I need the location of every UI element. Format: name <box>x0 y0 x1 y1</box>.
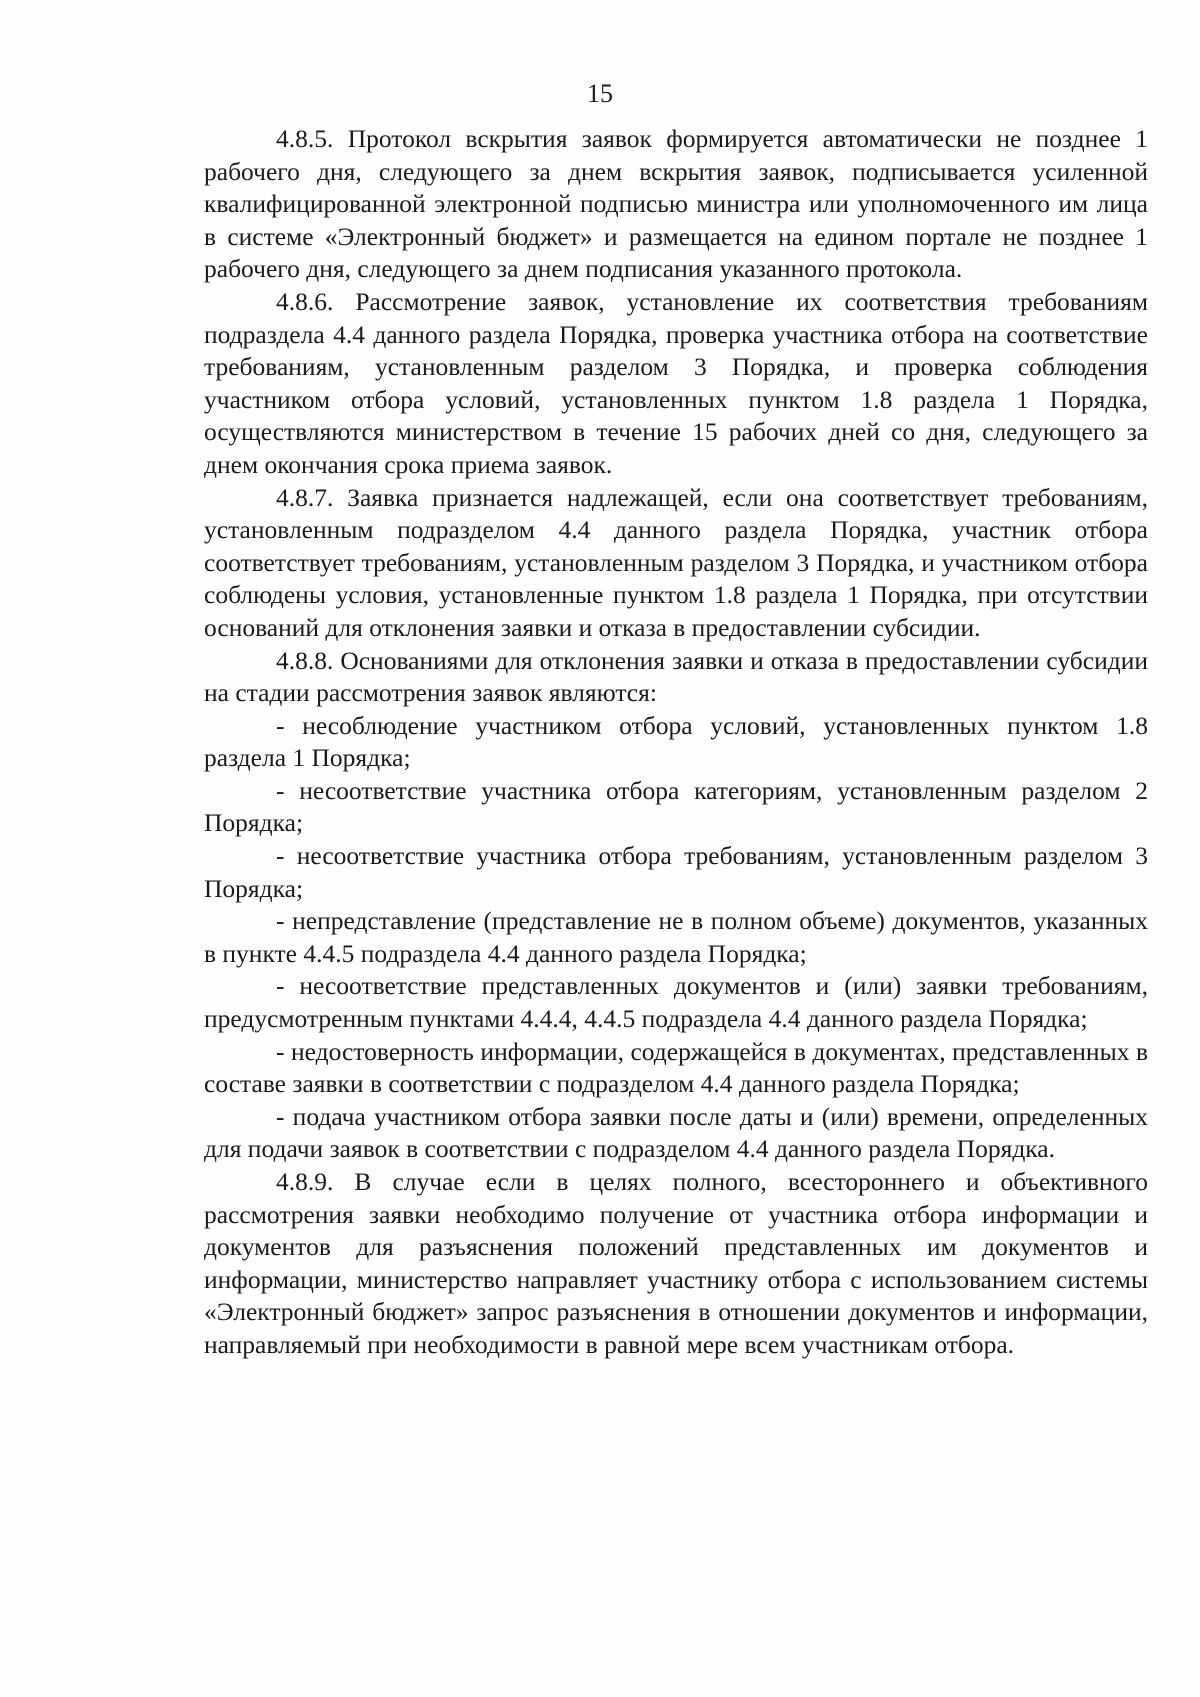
list-item: - несоответствие участника отбора требованиям, установленным разделом 3 Порядка; <box>204 841 1148 903</box>
list-item: - несоответствие участника отбора категориям, установленным разделом 2 Порядка; <box>204 775 1148 838</box>
page-number: 15 <box>587 79 613 108</box>
paragraph-4-8-7: 4.8.7. Заявка признается надлежащей, если она соответствует требованиям, установленным подразделом 4.4 данного раздела Порядка, участник отбора соответствует требованиям, установленным разделом 3 Порядка, и участником отбора соблюдены условия, установленные пунктом 1.8 раздела 1 Порядка, при отсутствии оснований для отклонения заявки и отказа в предоставлении субсидии. <box>204 482 1148 642</box>
list-item: - подача участником отбора заявки после даты и (или) времени, определенных для подачи заявок в соответствии с подразделом 4.4 данного раздела Порядка. <box>204 1101 1148 1164</box>
paragraph-4-8-5: 4.8.5. Протокол вскрытия заявок формируется автоматически не позднее 1 рабочего дня, следующего за днем вскрытия заявок, подписывается усиленной квалифицированной электронной подписью министра или уполномоченного им лица в системе «Электронный бюджет» и размещается на едином портале не позднее 1 рабочего дня, следующего за днем подписания указанного протокола. <box>204 124 1148 284</box>
paragraph-4-8-6: 4.8.6. Рассмотрение заявок, установление их соответствия требованиям подраздела 4.4 данного раздела Порядка, проверка участника отбора на соответствие требованиям, установленным разделом 3 Порядка, и проверка соблюдения участником отбора условий, установленных пунктом 1.8 раздела 1 Порядка, осуществляются министерством в течение 15 рабочих дней со дня, следующего за днем окончания срока приема заявок. <box>204 286 1148 479</box>
list-item: - несоответствие представленных документов и (или) заявки требованиям, предусмотренным пунктами 4.4.4, 4.4.5 подраздела 4.4 данного раздела Порядка; <box>204 971 1148 1034</box>
paragraph-4-8-8: 4.8.8. Основаниями для отклонения заявки и отказа в предоставлении субсидии на стадии рассмотрения заявок являются: <box>204 645 1148 708</box>
list-item: - несоблюдение участником отбора условий, установленных пунктом 1.8 раздела 1 Порядка; <box>204 710 1148 773</box>
list-item: - недостоверность информации, содержащейся в документах, представленных в составе заявки в соответствии с подразделом 4.4 данного раздела Порядка; <box>204 1036 1148 1099</box>
list-item: - непредставление (представление не в полном объеме) документов, указанных в пункте 4.4.5 подраздела 4.4 данного раздела Порядка; <box>204 906 1148 968</box>
paragraph-4-8-9: 4.8.9. В случае если в целях полного, всестороннего и объективного рассмотрения заявки необходимо получение от участника отбора информации и документов для разъяснения положений представленных им документов и информации, министерство направляет участнику отбора с использованием системы «Электронный бюджет» запрос разъяснения в отношении документов и информации, направляемый при необходимости в равной мере всем участникам отбора. <box>204 1167 1148 1359</box>
document-body <box>204 123 1148 1362</box>
